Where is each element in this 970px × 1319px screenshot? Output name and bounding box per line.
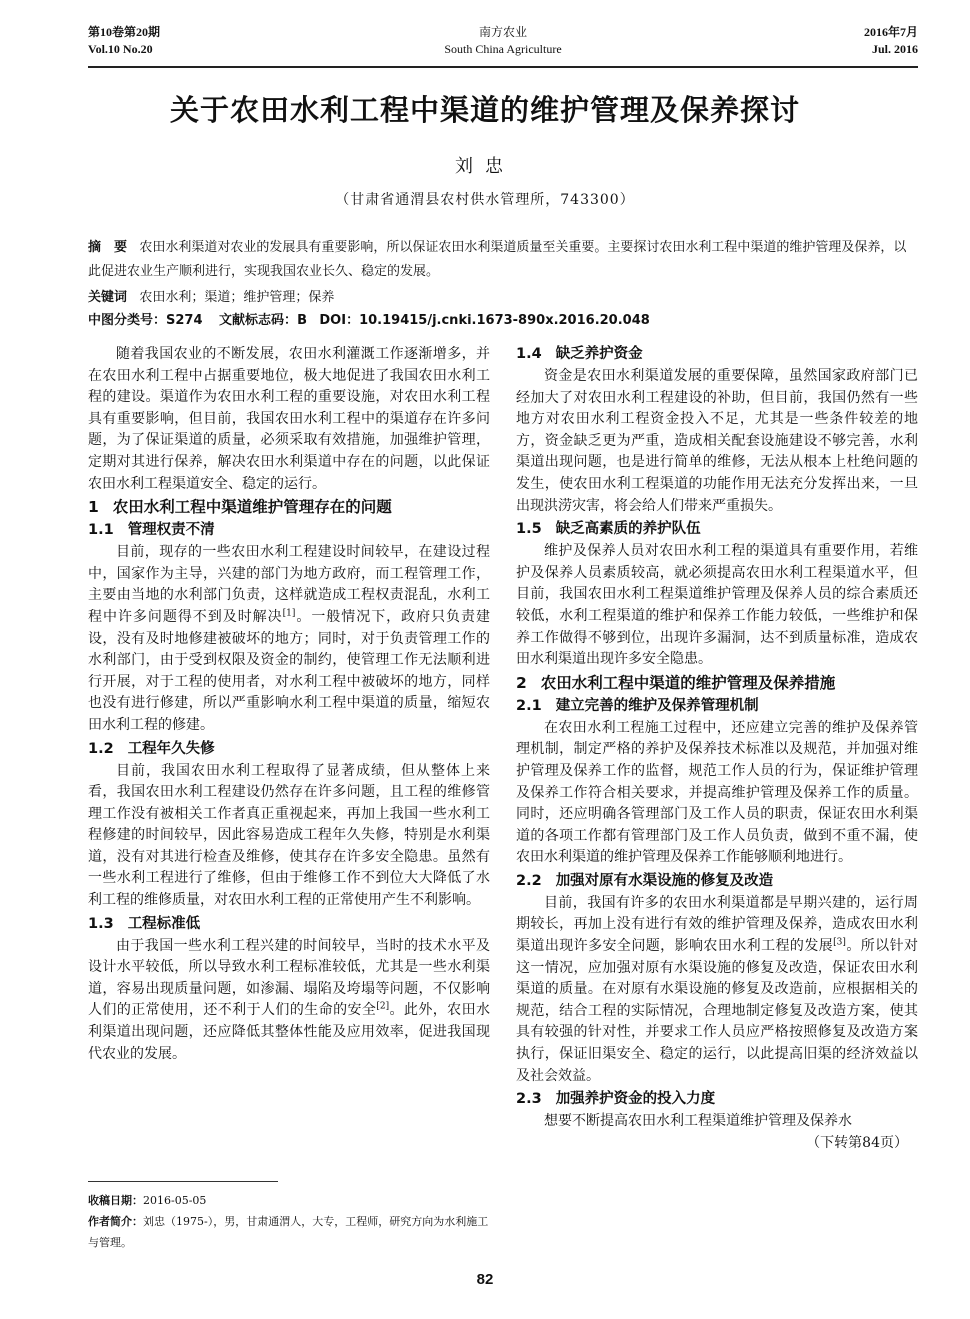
text-run: 。一般情况下，政府只负责建设，没有及时地修建被破坏的地方；同时，对于负责管理工作的水利部门，由于受到权限及资金的制约，使管理工作无法顺利进行开展，对于工程的使用者，对水利工程中被破坏的地方，同样也没有进行修建，所以严重影响水利工程中渠道的质量，缩短农田水利工程的修建。 [88, 608, 490, 733]
section-number: 2.3 [516, 1091, 542, 1108]
section-number: 1.1 [88, 522, 114, 539]
section-title: 加强养护资金的投入力度 [555, 1091, 716, 1108]
volume-en: Vol.10 No.20 [88, 42, 153, 56]
footnotes [88, 1190, 490, 1253]
doc-code-value: B [297, 313, 307, 328]
section-number: 1.5 [516, 521, 542, 538]
section-1-4-paragraph: 资金是农田水利渠道发展的重要保障，虽然国家政府部门已经加大了对农田水利工程建设的补助，但目前，我国仍然有一些地方对农田水利工程资金投入不足，尤其是一些条件较差的地方，资金缺乏更为严重，造成相关配套设施建设不够完善，水利渠道出现问题，也是进行简单的维修，无法从根本上杜绝问题的发生，使农田水利工程渠道的功能作用无法充分发挥出来，一旦出现洪涝灾害，将会给人们带来严重损失。 [516, 368, 918, 514]
abstract [88, 236, 918, 284]
section-number: 2.1 [516, 697, 542, 714]
section-title: 建立完善的维护及保养管理机制 [555, 697, 759, 714]
bio-text: 刘忠（1975-），男，甘肃通渭人，大专，工程师，研究方向为水利施工与管理。 [88, 1215, 489, 1249]
section-1-5-heading [516, 519, 918, 540]
section-2-heading [516, 673, 918, 694]
doi-label: DOI： [319, 313, 360, 328]
text-run: 由于我国一些水利工程兴建的时间较早，当时的技术水平及设计水平较低，所以导致水利工程标准较低，尤其是一些水利渠道，容易出现质量问题，如渗漏、塌陷及垮塌等问题，不仅影响人们的正常使用，还不利于人们的生命的安全 [88, 937, 490, 1019]
continued-note: （下转第84页） [806, 1134, 908, 1151]
keywords [88, 286, 918, 310]
section-2-1-paragraph: 在农田水利工程施工过程中，还应建立完善的维护及保养管理机制，制定严格的养护及保养技术标准以及规范，并加强对维护管理及保养工作的监督，规范工作人员的行为，保证维护管理及保养工作符合相关要求，并提高维护管理及保养工作的质量。同时，还应明确各管理部门及工作人员的职责，保证农田水利渠道的各项工作都有管理部门及工作人员负责，做到不重不漏，使农田水利渠道的维护管理及保养工作能够顺利地进行。 [516, 719, 918, 866]
author-bio [88, 1211, 490, 1253]
received-date [88, 1190, 490, 1211]
section-2-2-heading [516, 871, 918, 892]
section-1-2-heading [88, 739, 490, 760]
section-1-1-heading [88, 520, 490, 541]
text-run: 。所以针对这一情况，应加强对原有水渠设施的修复及改造，保证农田水利渠道的质量。在对原有水渠设施的修复及改造前，应根据相关的规范，结合工程的实际情况，合理地制定修复及改造方案，使其具有较强的针对性，并要求工作人员应严格按照修复及改造方案执行，保证旧渠安全、稳定的运行，以此提高旧渠的经济效益以及社会效益。 [516, 938, 919, 1084]
text-run: 目前，现存的一些农田水利工程建设时间较早，在建设过程中，国家作为主导，兴建的部门为地方政府，而工程管理工作，主要由当地的水利部门负责，这样就造成工程权责混乱，水利工程中许多问题得不到及时解决 [88, 544, 490, 625]
bio-label: 作者简介： [88, 1215, 143, 1228]
section-title: 工程年久失修 [127, 740, 215, 757]
citation-3[interactable]: [3] [833, 937, 846, 948]
running-header [88, 24, 918, 64]
page-number: 82 [476, 1271, 494, 1288]
section-1-heading [88, 497, 490, 518]
footnote-rule [88, 1181, 278, 1182]
section-1-4-heading [516, 344, 918, 365]
doi-value: 10.19415/j.cnki.1673-890x.2016.20.048 [359, 313, 650, 328]
doc-code-label: 文献标志码： [219, 313, 298, 328]
section-2-2-paragraph [516, 893, 918, 1087]
keywords-text: 农田水利；渠道；维护管理；保养 [139, 290, 335, 305]
clc-label: 中图分类号： [88, 313, 167, 328]
citation-2[interactable]: [2] [376, 1001, 390, 1012]
received-label: 收稿日期： [88, 1194, 143, 1207]
section-2-3-heading [516, 1089, 918, 1110]
section-number: 1.3 [88, 915, 114, 932]
keywords-label: 关键词 [88, 290, 128, 305]
date-cn: 2016年7月 [863, 25, 918, 39]
section-1-5-paragraph: 维护及保养人员对农田水利工程的渠道具有重要作用，若维护及保养人员素质较高，就必须提高农田水利工程渠道水平，但目前，我国农田水利工程渠道维护管理及保养人员的综合素质还较低，水利工程渠道的维护和保养工作能力较低，一些维护和保养工作做得不够到位，出现许多漏洞，达不到质量标准，造成农田水利渠道出现许多安全隐患。 [516, 543, 918, 668]
section-title: 加强对原有水渠设施的修复及改造 [555, 872, 774, 889]
section-number: 2.2 [516, 872, 542, 889]
article-title: 关于农田水利工程中渠道的维护管理及保养探讨 [169, 93, 800, 127]
section-1-1-paragraph [88, 542, 490, 736]
left-column [88, 344, 490, 1065]
section-title: 农田水利工程中渠道的维护管理及保养措施 [540, 673, 836, 692]
clc-value: S274 [166, 313, 203, 328]
section-number: 1.4 [516, 346, 542, 362]
section-1-3-heading [88, 914, 490, 935]
classification-line [88, 309, 918, 333]
journal-name [88, 24, 918, 58]
section-1-2-paragraph: 目前，我国农田水利工程取得了显著成绩，但从整体上来看，我国农田水利工程建设仍然存在许多问题，且工程的维修管理工作没有被相关工作者真正重视起来，再加上我国一些水利工程修建的时间较早，因此容易造成工程年久失修，特别是水利渠道，没有对其进行检查及维修，使其存在许多安全隐患。虽然有一些水利工程进行了维修，但由于维修工作不到位大大降低了水利工程的维修质量，对农田水利工程的正常使用产生不利影响。 [88, 762, 490, 909]
section-number: 1 [88, 498, 99, 517]
section-number: 1.2 [88, 740, 114, 757]
intro-paragraph: 随着我国农业的不断发展，农田水利灌溉工作逐渐增多，并在农田水利工程中占据重要地位，极大地促进了我国农田水利工程的建设。渠道作为农田水利工程的重要设施，对农田水利工程具有重要影响，但目前，我国农田水利工程中的渠道存在许多问题，为了保证渠道的质量，必须采取有效措施，加强维护管理，定期对其进行保养，解决农田水利渠道中存在的问题，以此保证农田水利工程渠道安全、稳定的运行。 [88, 346, 490, 492]
received-value: 2016-05-05 [143, 1194, 207, 1207]
volume-cn: 第10卷第20期 [88, 25, 161, 39]
section-2-3-paragraph: 想要不断提高农田水利工程渠道维护管理及保养水 [544, 1113, 852, 1130]
header-rule [88, 66, 918, 68]
section-title: 管理权责不清 [127, 522, 215, 539]
issue-date [864, 24, 918, 58]
section-title: 缺乏高素质的养护队伍 [555, 521, 701, 538]
author-affiliation: （甘肃省通渭县农村供水管理所，743300） [335, 192, 635, 208]
abstract-text: 农田水利渠道对农业的发展具有重要影响，所以保证农田水利渠道质量至关重要。主要探讨农田水利工程中渠道的维护管理及保养，以此促进农业生产顺利进行，实现我国农业长久、稳定的发展。 [88, 240, 907, 279]
section-number: 2 [516, 673, 527, 692]
section-title: 农田水利工程中渠道维护管理存在的问题 [112, 498, 392, 517]
journal-en: South China Agriculture [444, 42, 562, 56]
section-title: 工程标准低 [127, 915, 201, 932]
journal-cn: 南方农业 [478, 25, 527, 39]
section-2-1-heading [516, 696, 918, 717]
abstract-label: 摘 要 [88, 240, 128, 255]
right-column [516, 344, 918, 1154]
date-en: Jul. 2016 [871, 42, 918, 56]
text-run: 。此外，农田水利渠道出现问题，还应降低其整体性能及应用效率，促进我国现代农业的发展。 [88, 1002, 491, 1062]
citation-1[interactable]: [1] [282, 608, 296, 619]
section-1-3-paragraph [88, 936, 490, 1066]
author-name: 刘忠 [455, 156, 515, 177]
text-run: 目前，我国有许多的农田水利渠道都是早期兴建的，运行周期较长，再加上没有进行有效的维护管理及保养，造成农田水利渠道出现许多安全问题，影响农田水利工程的发展 [516, 894, 918, 955]
section-title: 缺乏养护资金 [555, 346, 643, 362]
